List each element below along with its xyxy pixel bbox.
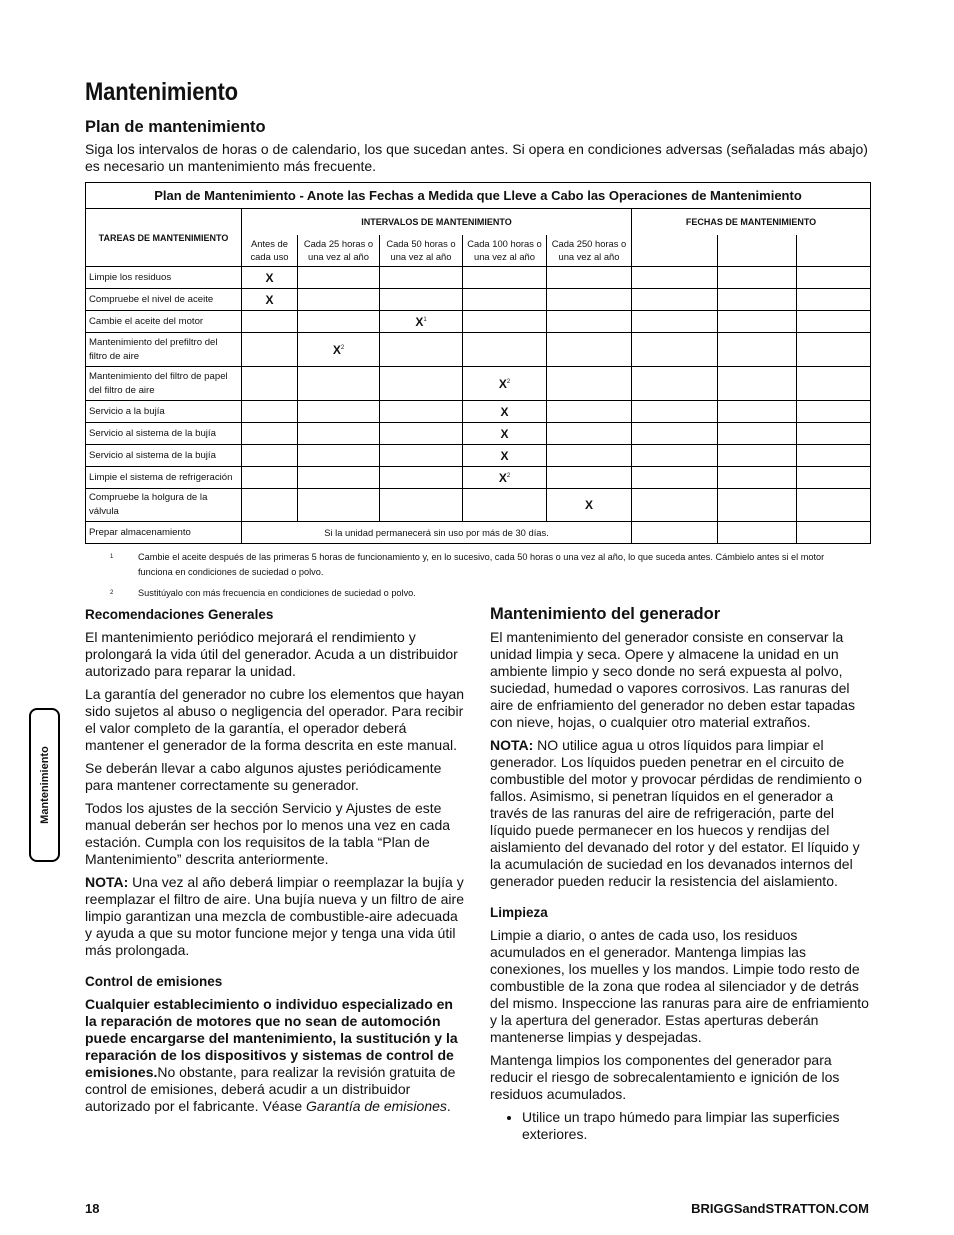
task-name: Cambie el aceite del motor (86, 311, 242, 333)
date-cell (797, 333, 871, 367)
task-name: Compruebe el nivel de aceite (86, 289, 242, 311)
date-cell (632, 467, 718, 489)
table-row (86, 311, 871, 333)
dates-header: FECHAS DE MANTENIMIENTO (632, 209, 871, 235)
empty-cell (380, 445, 463, 467)
mark-text: X (265, 292, 274, 307)
page-title: Mantenimiento (85, 78, 238, 106)
empty-cell (380, 267, 463, 289)
task-name: Mantenimiento del prefiltro del filtro de aire (86, 333, 242, 367)
interval-mark (463, 445, 547, 467)
interval-mark (242, 289, 298, 311)
recommendations-heading: Recomendaciones Generales (85, 607, 274, 622)
page-number: 18 (85, 1201, 100, 1216)
interval-mark (463, 423, 547, 445)
note-paragraph: NOTA: Una vez al año deberá limpiar o reemplazar la bujía y reemplazar el filtro de aire. Una bujía nueva y un filtro de aire limpio garantizan una mezcla de combustible-aire adecuada y ayuda a que su motor funcione mejor y tenga una vida útil más prolongada. (85, 874, 464, 958)
date-cell (718, 423, 797, 445)
mark-text: X (498, 376, 507, 391)
mark-text: X (415, 314, 424, 329)
section-tab: Mantenimiento (29, 708, 60, 862)
date-cell (718, 467, 797, 489)
date-cell (797, 311, 871, 333)
left-column (85, 606, 465, 1121)
date-cell (632, 522, 718, 544)
interval-label: Cada 100 horas o una vez al año (463, 235, 547, 267)
empty-cell (380, 401, 463, 423)
tasks-header: TAREAS DE MANTENIMIENTO (86, 209, 242, 267)
mark-footnote: 2 (506, 472, 511, 479)
empty-cell (298, 423, 380, 445)
task-name: Servicio al sistema de la bujía (86, 423, 242, 445)
date-cell (797, 489, 871, 522)
date-cell (797, 367, 871, 401)
emissions-paragraph: Cualquier establecimiento o individuo especializado en la reparación de motores que no sean de automoción puede encargarse del mantenimiento, la sustitución y la reparación de los dispositivos y sistemas de control de emisiones.No obstante, para realizar la revisión gratuita de control de emisiones, deberá acudir a un distribuidor autorizado por el fabricante. Véase Garantía de emisiones. (85, 996, 458, 1114)
mark-text: X (500, 448, 509, 463)
date-cell (718, 489, 797, 522)
footnote-2: 2 Sustitúyalo con más frecuencia en condiciones de suciedad o polvo. (110, 588, 416, 598)
interval-mark (298, 333, 380, 367)
interval-mark (463, 467, 547, 489)
note-paragraph: NOTA: NO utilice agua u otros líquidos para limpiar el generador. Los líquidos pueden penetrar en el circuito de combustible del motor y provocar pérdidas de rendimiento o fallos. Asimismo, si penetran líquidos en el generador a través de las ranuras del aire de refrigeración, parte del líquido puede permanecer en los huecos y rendijas del aislamiento del devanado del rotor y del estator. El líquido y la acumulación de suciedad en los devanados internos del generador pueden reducir la resistencia del aislamiento. (490, 737, 862, 889)
date-cell (632, 401, 718, 423)
empty-cell (463, 311, 547, 333)
table-row (86, 467, 871, 489)
mark-footnote: 2 (506, 378, 511, 385)
table-title: Plan de Mantenimiento - Anote las Fechas a Medida que Lleve a Cabo las Operaciones de Mantenimiento (86, 183, 871, 209)
plan-heading: Plan de mantenimiento (85, 118, 266, 136)
empty-cell (380, 333, 463, 367)
date-cell (718, 311, 797, 333)
paragraph: La garantía del generador no cubre los elementos que hayan sido sujetos al abuso o negligencia del operador. Para recibir el valor completo de la garantía, el operador deberá mantener el generador de la forma descrita en este manual. (85, 686, 465, 753)
interval-mark (463, 401, 547, 423)
empty-cell (547, 367, 632, 401)
date-cell (797, 423, 871, 445)
mark-text: X (265, 270, 274, 285)
date-cell (632, 445, 718, 467)
table-row (86, 445, 871, 467)
date-cell (797, 401, 871, 423)
empty-cell (547, 445, 632, 467)
right-column (490, 606, 870, 1143)
cleaning-heading: Limpieza (490, 905, 548, 920)
maintenance-table (85, 182, 871, 544)
mark-text: X (332, 342, 341, 357)
paragraph: Todos los ajustes de la sección Servicio y Ajustes de este manual deberán ser hechos por lo menos una vez en cada estación. Cumpla con los requisitos de la tabla “Plan de Mantenimiento” descrita anteriormente. (85, 800, 451, 867)
date-cell (632, 423, 718, 445)
empty-cell (298, 401, 380, 423)
paragraph: El mantenimiento periódico mejorará el rendimiento y prolongará la vida útil del generador. Acuda a un distribuidor autorizado para reparar la unidad. (85, 629, 458, 679)
table-row (86, 367, 871, 401)
empty-cell (242, 467, 298, 489)
date-cell (718, 235, 797, 267)
plan-intro: Siga los intervalos de horas o de calendario, los que sucedan antes. Si opera en condiciones adversas (señaladas más abajo) es necesario un mantenimiento más frecuente. (85, 141, 868, 174)
empty-cell (380, 489, 463, 522)
table-row (86, 289, 871, 311)
empty-cell (463, 289, 547, 311)
empty-cell (463, 333, 547, 367)
empty-cell (298, 489, 380, 522)
empty-cell (298, 311, 380, 333)
empty-cell (242, 445, 298, 467)
date-cell (632, 333, 718, 367)
interval-label: Cada 50 horas o una vez al año (380, 235, 463, 267)
mark-text: X (500, 404, 509, 419)
date-cell (718, 367, 797, 401)
empty-cell (547, 267, 632, 289)
table-row (86, 489, 871, 522)
interval-mark (463, 367, 547, 401)
table-row (86, 423, 871, 445)
emissions-heading: Control de emisiones (85, 974, 223, 989)
mark-text: X (584, 498, 593, 512)
empty-cell (547, 423, 632, 445)
interval-label: Cada 25 horas o una vez al año (298, 235, 380, 267)
date-cell (718, 522, 797, 544)
storage-note: Si la unidad permanecerá sin uso por más de 30 días. (242, 522, 632, 544)
date-cell (797, 289, 871, 311)
list-item: • Utilice un trapo húmedo para limpiar las superficies exteriores. (522, 1109, 870, 1143)
empty-cell (463, 489, 547, 522)
date-cell (718, 445, 797, 467)
task-name: Mantenimiento del filtro de papel del filtro de aire (86, 367, 242, 401)
task-name: Limpie el sistema de refrigeración (86, 467, 242, 489)
empty-cell (298, 367, 380, 401)
mark-footnote: 1 (423, 316, 427, 323)
empty-cell (242, 489, 298, 522)
date-cell (797, 467, 871, 489)
empty-cell (547, 311, 632, 333)
date-cell (718, 333, 797, 367)
interval-mark (242, 267, 298, 289)
empty-cell (547, 289, 632, 311)
date-cell (718, 267, 797, 289)
storage-task: Prepar almacenamiento (86, 522, 242, 544)
empty-cell (380, 289, 463, 311)
mark-text: X (500, 426, 509, 441)
empty-cell (298, 267, 380, 289)
empty-cell (547, 333, 632, 367)
empty-cell (380, 423, 463, 445)
task-name: Servicio a la bujía (86, 401, 242, 423)
interval-label: Cada 250 horas o una vez al año (547, 235, 632, 267)
task-name: Servicio al sistema de la bujía (86, 445, 242, 467)
empty-cell (242, 401, 298, 423)
interval-mark (380, 311, 463, 333)
date-cell (632, 267, 718, 289)
generator-maintenance-heading: Mantenimiento del generador (490, 605, 721, 623)
empty-cell (547, 401, 632, 423)
empty-cell (298, 445, 380, 467)
date-cell (797, 522, 871, 544)
date-cell (797, 235, 871, 267)
paragraph: Se deberán llevar a cabo algunos ajustes periódicamente para mantener correctamente su generador. (85, 760, 442, 793)
footnote-1: 1 Cambie el aceite después de las primeras 5 horas de funcionamiento y, en lo sucesivo, cada 50 horas o una vez al año, lo que suceda antes. Cámbielo antes si el motor funciona en condiciones de suciedad o polvo. (110, 552, 825, 577)
task-name: Compruebe la holgura de la válvula (86, 489, 242, 522)
empty-cell (547, 467, 632, 489)
empty-cell (298, 289, 380, 311)
task-name: Limpie los residuos (86, 267, 242, 289)
bullet-list (490, 1109, 870, 1143)
mark-text: X (498, 470, 507, 485)
empty-cell (380, 367, 463, 401)
table-row (86, 267, 871, 289)
website: BRIGGSandSTRATTON.COM (691, 1201, 869, 1216)
date-cell (632, 367, 718, 401)
date-cell (632, 289, 718, 311)
date-cell (718, 289, 797, 311)
intervals-header: INTERVALOS DE MANTENIMIENTO (242, 209, 632, 235)
date-cell (632, 235, 718, 267)
empty-cell (242, 367, 298, 401)
paragraph: Mantenga limpios los componentes del generador para reducir el riesgo de sobrecalentamiento e ignición de los residuos acumulados. (490, 1052, 840, 1102)
date-cell (797, 445, 871, 467)
paragraph: Limpie a diario, o antes de cada uso, los residuos acumulados en el generador. Mantenga limpias las conexiones, los muelles y los mandos. Limpie todo resto de combustible de la zona que rodea al silenciador y de detrás del mismo. Inspeccione las ranuras para aire de enfriamiento y la apertura del generador. Estas aperturas deberán mantenerse limpias y despejadas. (490, 927, 869, 1045)
empty-cell (380, 467, 463, 489)
empty-cell (242, 311, 298, 333)
interval-label: Antes de cada uso (242, 235, 298, 267)
table-row (86, 401, 871, 423)
mark-footnote: 2 (340, 344, 345, 351)
empty-cell (463, 267, 547, 289)
table-row (86, 333, 871, 367)
empty-cell (242, 333, 298, 367)
date-cell (632, 489, 718, 522)
date-cell (797, 267, 871, 289)
interval-mark (547, 489, 632, 522)
empty-cell (298, 467, 380, 489)
paragraph: El mantenimiento del generador consiste en conservar la unidad limpia y seca. Opere y almacene la unidad en un ambiente limpio y seco donde no será expuesta al polvo, suciedad, humedad o vapores corrosivos. Las ranuras del aire de enfriamiento del generador no deben estar tapadas con nieve, hojas, o cualquier otro material extraños. (490, 629, 856, 730)
empty-cell (242, 423, 298, 445)
date-cell (632, 311, 718, 333)
date-cell (718, 401, 797, 423)
